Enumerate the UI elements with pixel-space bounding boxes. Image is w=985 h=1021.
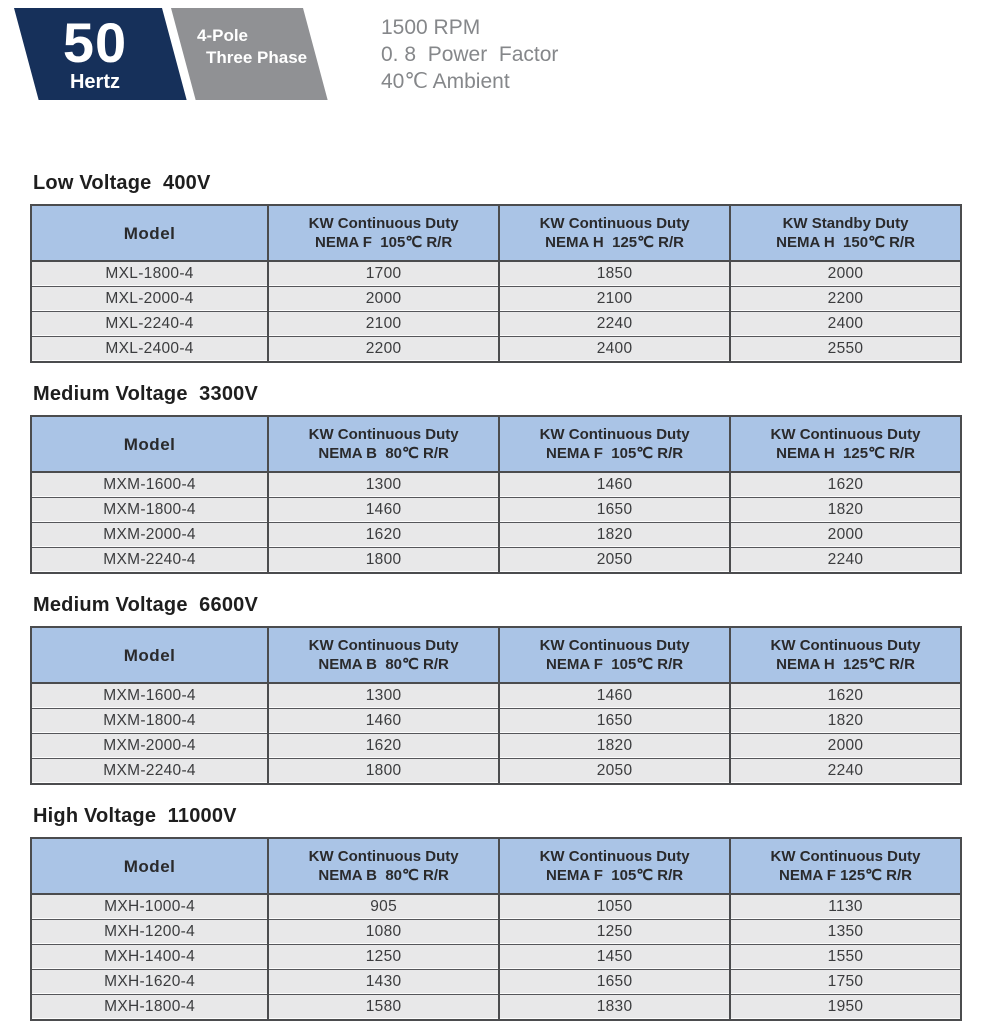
pole-phase-badge xyxy=(171,8,328,100)
rating-cell: 1620 xyxy=(730,472,961,498)
frequency-badge xyxy=(14,8,187,100)
rating-cell: 2200 xyxy=(268,337,499,363)
column-header-line2: NEMA H 125℃ R/R xyxy=(776,656,915,673)
rating-cell: 1350 xyxy=(730,920,961,945)
frequency-value: 50 xyxy=(62,10,128,74)
model-column-header xyxy=(31,627,268,683)
spec-rpm: 1500 RPM xyxy=(381,16,481,39)
tables-container xyxy=(0,172,985,1021)
rating-cell: 1450 xyxy=(499,945,730,970)
column-header-line1: KW Continuous Duty xyxy=(539,848,690,865)
model-cell: MXH-1000-4 xyxy=(31,894,268,920)
column-header-line2: NEMA B 80℃ R/R xyxy=(318,445,449,462)
column-header-line2: NEMA H 125℃ R/R xyxy=(776,445,915,462)
column-header-line1: KW Continuous Duty xyxy=(539,426,690,443)
model-cell: MXM-2240-4 xyxy=(31,548,268,574)
table-row xyxy=(31,759,961,785)
model-cell: MXM-1800-4 xyxy=(31,709,268,734)
spec-ambient: 40℃ Ambient xyxy=(381,70,510,93)
column-header-line1: KW Continuous Duty xyxy=(308,637,459,654)
rating-cell: 1300 xyxy=(268,472,499,498)
rating-cell: 2550 xyxy=(730,337,961,363)
voltage-section xyxy=(30,594,962,785)
table-row xyxy=(31,734,961,759)
phase-label: Three Phase xyxy=(206,48,308,67)
table-header-row xyxy=(31,416,961,472)
section-title: Low Voltage 400V xyxy=(33,172,211,194)
rating-column-header xyxy=(499,416,730,472)
rating-cell: 1820 xyxy=(730,709,961,734)
table-header-row xyxy=(31,627,961,683)
column-header-line2: NEMA F 105℃ R/R xyxy=(545,867,684,884)
rating-column-header xyxy=(499,838,730,894)
rating-column-header xyxy=(268,838,499,894)
rating-cell: 2050 xyxy=(499,759,730,785)
table-row xyxy=(31,970,961,995)
rating-cell: 2400 xyxy=(499,337,730,363)
voltage-section xyxy=(30,172,962,363)
table-row xyxy=(31,920,961,945)
rating-cell: 1620 xyxy=(730,683,961,709)
operating-specs xyxy=(381,8,558,95)
rating-cell: 1700 xyxy=(268,261,499,287)
rating-cell: 1580 xyxy=(268,995,499,1021)
rating-column-header xyxy=(730,627,961,683)
table-row xyxy=(31,312,961,337)
rating-column-header xyxy=(268,416,499,472)
model-cell: MXM-2000-4 xyxy=(31,523,268,548)
model-cell: MXM-2000-4 xyxy=(31,734,268,759)
model-cell: MXH-1620-4 xyxy=(31,970,268,995)
rating-cell: 1460 xyxy=(268,709,499,734)
section-title: Medium Voltage 3300V xyxy=(33,383,259,405)
table-row xyxy=(31,523,961,548)
rating-cell: 1650 xyxy=(499,498,730,523)
section-title: High Voltage 11000V xyxy=(33,805,237,827)
model-cell: MXH-1800-4 xyxy=(31,995,268,1021)
rating-cell: 1050 xyxy=(499,894,730,920)
column-header-line1: KW Standby Duty xyxy=(782,215,909,232)
table-row xyxy=(31,261,961,287)
rating-cell: 2240 xyxy=(499,312,730,337)
rating-cell: 1250 xyxy=(268,945,499,970)
voltage-section xyxy=(30,383,962,574)
rating-cell: 2100 xyxy=(499,287,730,312)
table-row xyxy=(31,548,961,574)
column-header-line2: NEMA F 105℃ R/R xyxy=(315,234,453,251)
spec-power-factor: 0. 8 Power Factor xyxy=(381,43,559,66)
section-title: Medium Voltage 6600V xyxy=(33,594,259,616)
rating-cell: 1800 xyxy=(268,548,499,574)
model-cell: MXL-2400-4 xyxy=(31,337,268,363)
voltage-section xyxy=(30,805,962,1021)
column-header-line2: NEMA H 150℃ R/R xyxy=(776,234,915,251)
rating-cell: 1820 xyxy=(499,734,730,759)
table-row xyxy=(31,472,961,498)
rating-cell: 1650 xyxy=(499,970,730,995)
table-header-row xyxy=(31,838,961,894)
rating-cell: 905 xyxy=(268,894,499,920)
column-header-line1: KW Continuous Duty xyxy=(539,215,690,232)
model-cell: MXL-2000-4 xyxy=(31,287,268,312)
model-column-header xyxy=(31,205,268,261)
column-header-line1: Model xyxy=(123,645,176,665)
column-header-line2: NEMA F 125℃ R/R xyxy=(779,867,913,884)
rating-cell: 1550 xyxy=(730,945,961,970)
table-header-row xyxy=(31,205,961,261)
rating-cell: 1620 xyxy=(268,523,499,548)
rating-cell: 1130 xyxy=(730,894,961,920)
rating-column-header xyxy=(730,416,961,472)
rating-cell: 2240 xyxy=(730,759,961,785)
rating-column-header xyxy=(499,627,730,683)
model-cell: MXM-1800-4 xyxy=(31,498,268,523)
column-header-line2: NEMA F 105℃ R/R xyxy=(545,445,684,462)
rating-column-header xyxy=(268,627,499,683)
rating-column-header xyxy=(730,838,961,894)
rating-cell: 2000 xyxy=(268,287,499,312)
rating-cell: 2050 xyxy=(499,548,730,574)
rating-column-header xyxy=(499,205,730,261)
rating-cell: 1950 xyxy=(730,995,961,1021)
rating-column-header xyxy=(268,205,499,261)
rating-cell: 2000 xyxy=(730,261,961,287)
table-row xyxy=(31,287,961,312)
rating-cell: 1080 xyxy=(268,920,499,945)
rating-cell: 1820 xyxy=(730,498,961,523)
table-row xyxy=(31,995,961,1021)
column-header-line2: NEMA F 105℃ R/R xyxy=(545,656,684,673)
rating-cell: 1460 xyxy=(499,472,730,498)
rating-cell: 1850 xyxy=(499,261,730,287)
column-header-line1: Model xyxy=(123,434,176,454)
column-header-line1: KW Continuous Duty xyxy=(539,637,690,654)
column-header-line1: KW Continuous Duty xyxy=(770,637,921,654)
rating-table xyxy=(30,204,962,363)
header-banner xyxy=(0,0,985,100)
column-header-line2: NEMA H 125℃ R/R xyxy=(545,234,684,251)
table-row xyxy=(31,683,961,709)
table-row xyxy=(31,337,961,363)
model-cell: MXM-1600-4 xyxy=(31,683,268,709)
rating-cell: 1750 xyxy=(730,970,961,995)
rating-cell: 2000 xyxy=(730,734,961,759)
rating-cell: 1620 xyxy=(268,734,499,759)
model-cell: MXM-2240-4 xyxy=(31,759,268,785)
rating-table xyxy=(30,415,962,574)
column-header-line1: KW Continuous Duty xyxy=(770,426,921,443)
rating-table xyxy=(30,837,962,1021)
model-cell: MXH-1400-4 xyxy=(31,945,268,970)
table-row xyxy=(31,498,961,523)
rating-cell: 2100 xyxy=(268,312,499,337)
rating-cell: 1650 xyxy=(499,709,730,734)
rating-cell: 1820 xyxy=(499,523,730,548)
column-header-line1: Model xyxy=(123,223,176,243)
column-header-line2: NEMA B 80℃ R/R xyxy=(318,867,449,884)
model-cell: MXL-2240-4 xyxy=(31,312,268,337)
table-row xyxy=(31,945,961,970)
rating-cell: 2000 xyxy=(730,523,961,548)
rating-cell: 1250 xyxy=(499,920,730,945)
column-header-line1: KW Continuous Duty xyxy=(308,426,459,443)
model-cell: MXH-1200-4 xyxy=(31,920,268,945)
rating-cell: 1300 xyxy=(268,683,499,709)
column-header-line1: KW Continuous Duty xyxy=(308,215,459,232)
rating-cell: 2200 xyxy=(730,287,961,312)
rating-cell: 1430 xyxy=(268,970,499,995)
rating-column-header xyxy=(730,205,961,261)
pole-label: 4-Pole xyxy=(197,26,249,45)
rating-cell: 1460 xyxy=(268,498,499,523)
model-cell: MXM-1600-4 xyxy=(31,472,268,498)
column-header-line2: NEMA B 80℃ R/R xyxy=(318,656,449,673)
rating-table xyxy=(30,626,962,785)
column-header-line1: KW Continuous Duty xyxy=(770,848,921,865)
rating-cell: 1830 xyxy=(499,995,730,1021)
model-column-header xyxy=(31,416,268,472)
frequency-unit: Hertz xyxy=(69,70,120,93)
column-header-line1: Model xyxy=(123,856,176,876)
column-header-line1: KW Continuous Duty xyxy=(308,848,459,865)
rating-cell: 1800 xyxy=(268,759,499,785)
rating-cell: 2400 xyxy=(730,312,961,337)
rating-cell: 2240 xyxy=(730,548,961,574)
model-cell: MXL-1800-4 xyxy=(31,261,268,287)
rating-cell: 1460 xyxy=(499,683,730,709)
model-column-header xyxy=(31,838,268,894)
table-row xyxy=(31,894,961,920)
table-row xyxy=(31,709,961,734)
